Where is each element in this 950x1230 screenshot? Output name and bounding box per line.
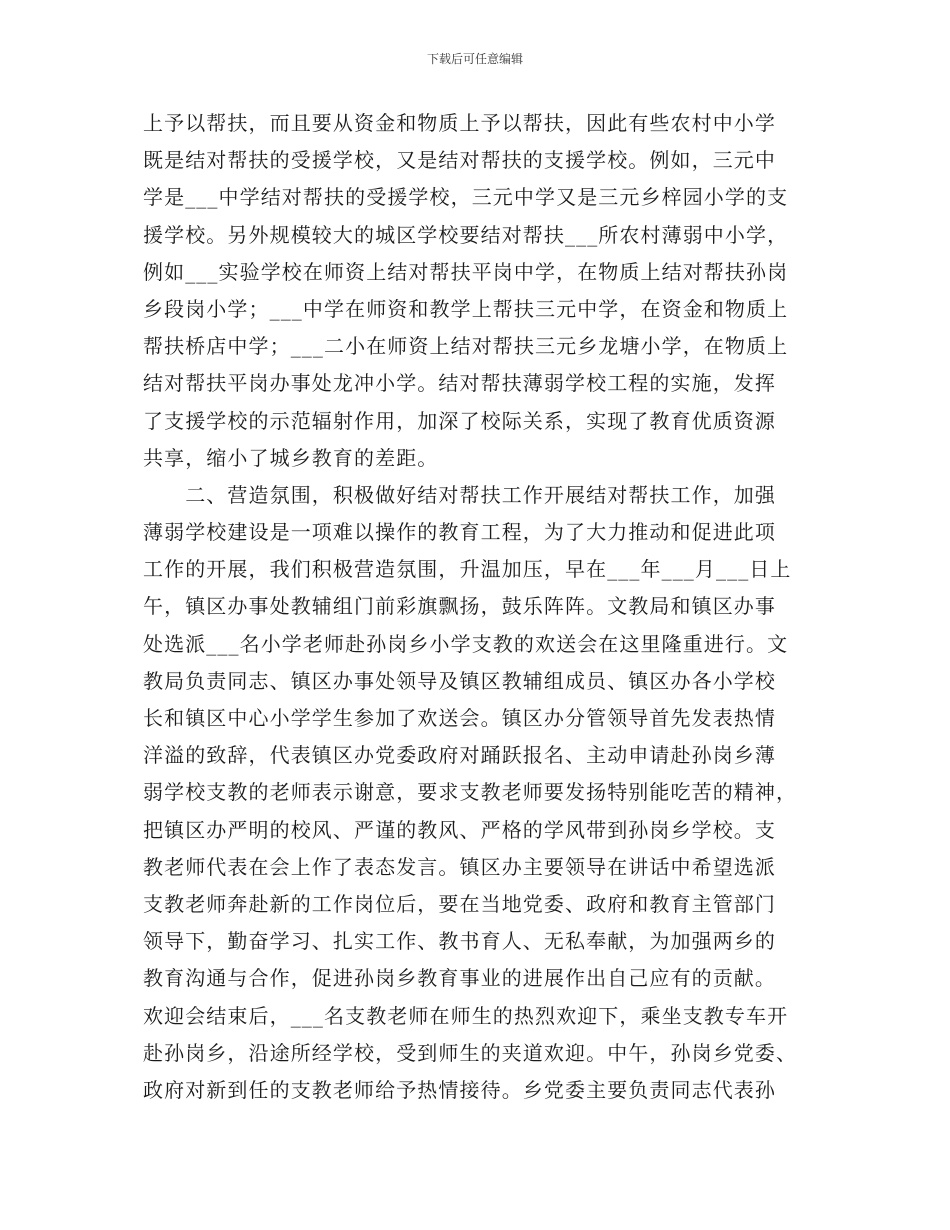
- text-line: 乡段岗小学；___中学在师资和教学上帮扶三元中学，在资金和物质上: [143, 296, 789, 321]
- text-line: 了支援学校的示范辐射作用，加深了校际关系，实现了教育优质资源: [143, 408, 776, 433]
- text-line: 薄弱学校建设是一项难以操作的教育工程，为了大力推动和促进此项: [143, 520, 776, 545]
- text-line: 政府对新到任的支教老师给予热情接待。乡党委主要负责同志代表孙: [143, 1077, 776, 1102]
- text-line: 领导下，勤奋学习、扎实工作、教书育人、无私奉献，为加强两乡的: [143, 929, 776, 954]
- text-line: 共享，缩小了城乡教育的差距。: [143, 445, 439, 470]
- text-line: 例如___实验学校在师资上结对帮扶平岗中学，在物质上结对帮扶孙岗: [143, 259, 789, 284]
- text-line: 既是结对帮扶的受援学校，又是结对帮扶的支援学校。例如，三元中: [143, 148, 776, 173]
- text-line: 教老师代表在会上作了表态发言。镇区办主要领导在讲话中希望选派: [143, 854, 776, 879]
- text-line: 援学校。另外规模较大的城区学校要结对帮扶___所农村薄弱中小学，: [143, 222, 789, 247]
- text-line: 上予以帮扶，而且要从资金和物质上予以帮扶，因此有些农村中小学: [143, 111, 776, 135]
- text-line: 长和镇区中心小学学生参加了欢送会。镇区办分管领导首先发表热情: [143, 706, 776, 730]
- text-line: 把镇区办严明的校风、严谨的教风、严格的学风带到孙岗乡学校。支: [143, 817, 776, 842]
- text-line: 工作的开展，我们积极营造氛围，升温加压，早在___年___月___日上: [143, 557, 792, 582]
- text-line: 教局负责同志、镇区办事处领导及镇区教辅组成员、镇区办各小学校: [143, 668, 776, 693]
- document-body: [143, 105, 813, 1109]
- text-line: 午，镇区办事处教辅组门前彩旗飘扬，鼓乐阵阵。文教局和镇区办事: [143, 594, 776, 619]
- text-line: 支教老师奔赴新的工作岗位后，要在当地党委、政府和教育主管部门: [143, 891, 776, 916]
- text-line: 教育沟通与合作，促进孙岗乡教育事业的进展作出自己应有的贡献。: [143, 966, 776, 991]
- text-line: 二、营造氛围，积极做好结对帮扶工作开展结对帮扶工作，加强: [143, 482, 776, 507]
- text-line: 赴孙岗乡，沿途所经学校，受到师生的夹道欢迎。中午，孙岗乡党委、: [143, 1040, 798, 1065]
- text-line: 结对帮扶平岗办事处龙冲小学。结对帮扶薄弱学校工程的实施，发挥: [143, 371, 776, 396]
- text-line: 学是___中学结对帮扶的受援学校，三元中学又是三元乡梓园小学的支: [143, 185, 789, 210]
- text-line: 洋溢的致辞，代表镇区办党委政府对踊跃报名、主动申请赴孙岗乡薄: [143, 743, 776, 768]
- text-line: 处选派___名小学老师赴孙岗乡小学支教的欢送会在这里隆重进行。文: [143, 631, 789, 656]
- page-header: 下载后可任意编辑: [426, 52, 523, 66]
- text-line: 帮扶桥店中学；___二小在师资上结对帮扶三元乡龙塘小学，在物质上: [143, 334, 789, 359]
- text-line: 弱学校支教的老师表示谢意，要求支教老师要发扬特别能吃苦的精神，: [143, 780, 798, 805]
- text-line: 欢迎会结束后，___名支教老师在师生的热烈欢迎下，乘坐支教专车开: [143, 1003, 789, 1028]
